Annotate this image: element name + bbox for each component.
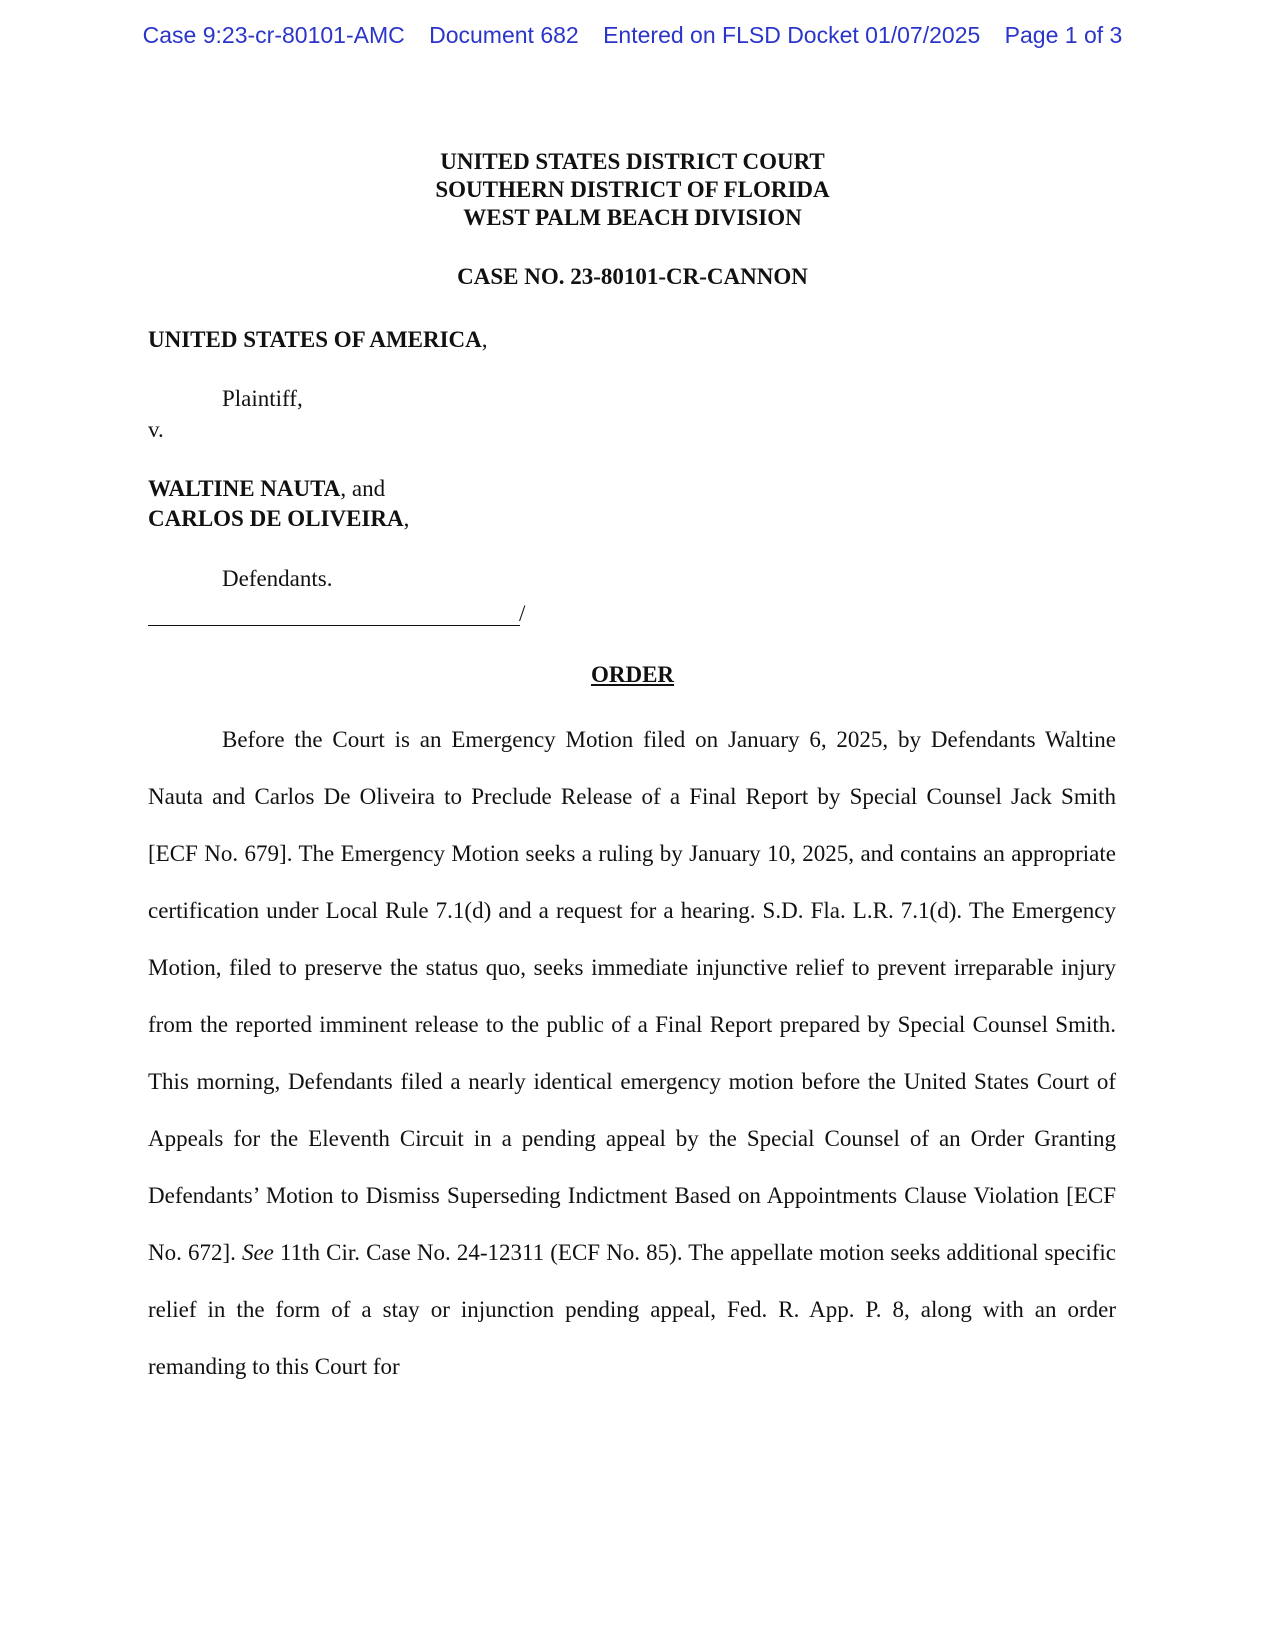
order-text-part1: Before the Court is an Emergency Motion filed on January 6, 2025, by Defendants Waltine Nauta and Carlos De Oliveira to Preclude Release of a Final Report by Special Counsel Jack Smith [ECF No. 679]. The Emergency Motion seeks a ruling by January 10, 2025, and contains an appropriate certification under Local Rule 7.1(d) and a request for a hearing. S.D. Fla. L.R. 7.1(d). The Emergency Motion, filed to preserve the status quo, seeks immediate injunctive relief to prevent irreparable injury from the reported imminent release to the public of a Final Report prepared by Special Counsel Smith. This morning, Defendants filed a nearly identical emergency motion before the United States Court of Appeals for the Eleventh Circuit in a pending appeal by the Special Counsel of an Order Granting Defendants’ Motion to Dismiss Superseding Indictment Based on Appointments Clause Violation [ECF No. 672]. [148,727,1116,1265]
versus: v. [148,417,164,442]
order-title: ORDER [590,662,675,687]
plaintiff-comma: , [481,327,488,352]
docket-entry-date: Entered on FLSD Docket 01/07/2025 [603,22,981,48]
plaintiff-line [148,327,488,353]
order-see-signal: See [241,1240,274,1265]
docket-stamp [0,22,1265,49]
defendant1-line [148,476,385,502]
order-text-part2: 11th Cir. Case No. 24-12311 (ECF No. 85). The appellate motion seeks additional specific relief in the form of a stay or injunction pending appeal, Fed. R. App. P. 8, along with an order remanding to this Court for [148,1240,1116,1379]
docket-case-number: Case 9:23-cr-80101-AMC [142,22,405,48]
caption-divider [148,625,520,626]
court-district: SOUTHERN DISTRICT OF FLORIDA [435,177,830,202]
defendant2-line [148,506,409,532]
plaintiff-role: Plaintiff, [222,386,303,411]
defendant1-name: WALTINE NAUTA [148,476,341,501]
defendant1-suffix: , and [340,476,386,501]
court-division: WEST PALM BEACH DIVISION [463,205,802,230]
caption-slash: / [519,601,526,626]
docket-page-number: Page 1 of 3 [1004,22,1123,48]
order-paragraph [148,711,1116,1395]
court-heading [0,148,1265,232]
defendant2-name: CARLOS DE OLIVEIRA [148,506,404,531]
case-number: CASE NO. 23-80101-CR-CANNON [457,264,808,289]
docket-document-number: Document 682 [429,22,579,48]
defendant-role: Defendants. [222,566,333,591]
court-name: UNITED STATES DISTRICT COURT [440,149,825,174]
defendant2-suffix: , [403,506,410,531]
plaintiff-name: UNITED STATES OF AMERICA [148,327,482,352]
